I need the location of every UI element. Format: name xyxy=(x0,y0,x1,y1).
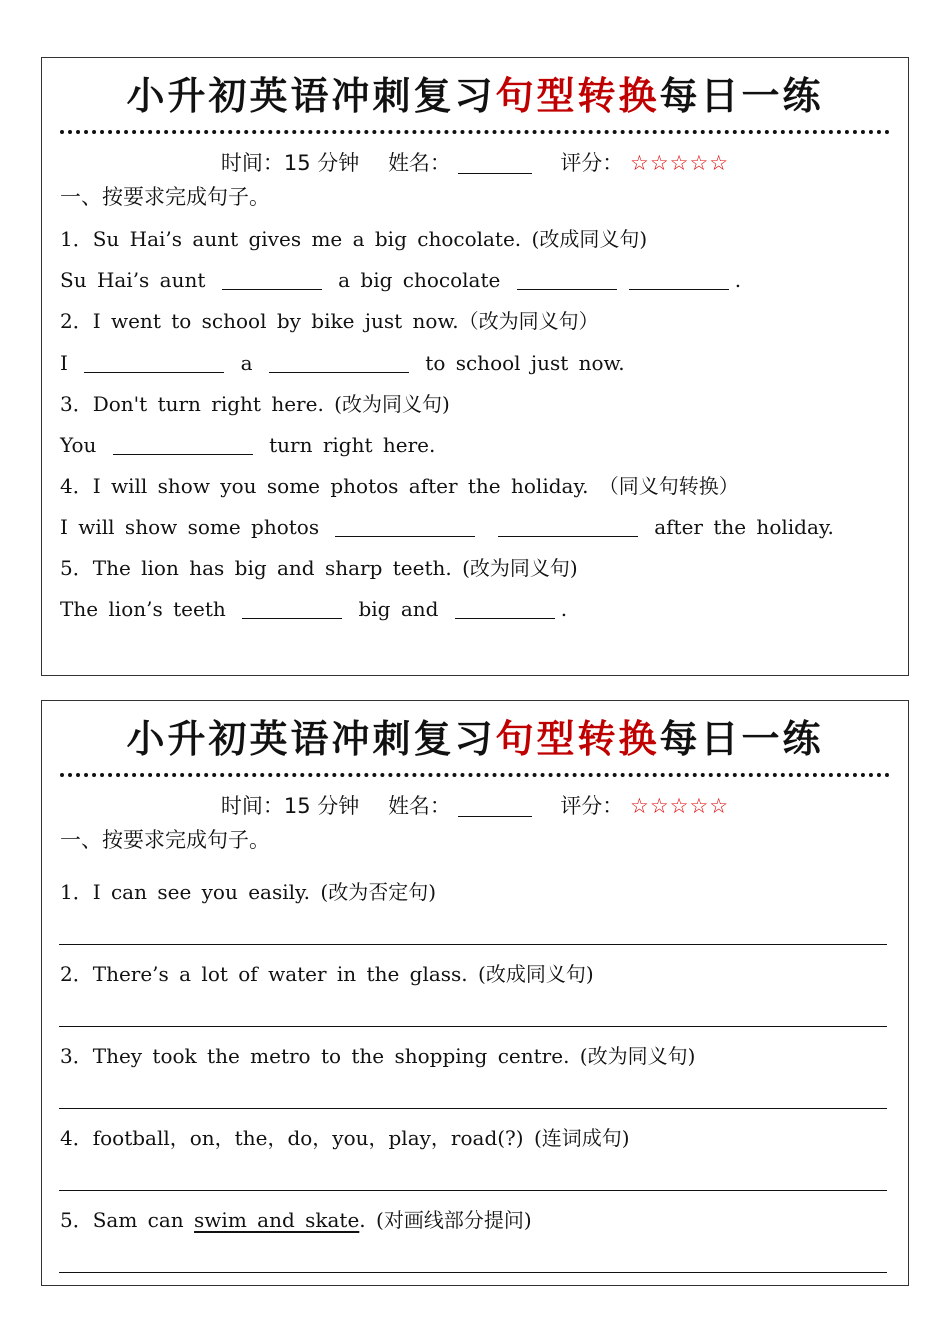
title-highlight: 句型转换 xyxy=(495,717,660,761)
answer-line[interactable] xyxy=(59,1190,887,1191)
answer-row-1: Su Hai’s aunt a big chocolate . xyxy=(60,268,742,292)
time-label: 时间：15 分钟 xyxy=(220,151,360,175)
answer-blank[interactable] xyxy=(84,352,224,373)
star-rating-icon[interactable]: ☆☆☆☆☆ xyxy=(630,151,730,175)
title-highlight: 句型转换 xyxy=(495,74,660,118)
answer-line[interactable] xyxy=(59,944,887,945)
meta-row xyxy=(42,148,908,178)
section-title: 一、按要求完成句子。 xyxy=(60,828,270,852)
score-label: 评分： xyxy=(560,794,624,818)
underlined-phrase: swim and skate xyxy=(194,1208,360,1232)
name-blank[interactable] xyxy=(458,153,532,174)
answer-blank[interactable] xyxy=(629,269,729,290)
answer-line[interactable] xyxy=(59,1108,887,1109)
answer-blank[interactable] xyxy=(269,352,409,373)
answer-row-5: The lion’s teeth big and . xyxy=(60,597,568,621)
worksheet-title: 小升初英语冲刺复习句型转换每日一练 xyxy=(126,717,824,761)
question-1: 1．Su Hai’s aunt gives me a big chocolate. (改成同义句) xyxy=(60,227,648,251)
star-rating-icon[interactable]: ☆☆☆☆☆ xyxy=(630,794,730,818)
worksheet-card-1 xyxy=(41,57,909,676)
dotted-divider xyxy=(60,130,890,134)
question-4: 4．football，on，the，do，you，play，road(?) (连词成句) xyxy=(60,1126,630,1150)
answer-blank[interactable] xyxy=(517,269,617,290)
worksheet-title: 小升初英语冲刺复习句型转换每日一练 xyxy=(126,74,824,118)
dotted-divider xyxy=(60,773,890,777)
answer-row-2: I a to school just now. xyxy=(60,351,625,375)
answer-blank[interactable] xyxy=(335,516,475,537)
answer-line[interactable] xyxy=(59,1026,887,1027)
question-5: 5．The lion has big and sharp teeth. (改为同义句) xyxy=(60,556,578,580)
question-2: 2．I went to school by bike just now.（改为同义句） xyxy=(60,309,599,333)
question-2: 2．There’s a lot of water in the glass. (改成同义句) xyxy=(60,962,594,986)
question-5: 5．Sam can swim and skate. (对画线部分提问) xyxy=(60,1208,532,1232)
question-1: 1．I can see you easily. (改为否定句) xyxy=(60,880,436,904)
question-3: 3．They took the metro to the shopping centre. (改为同义句) xyxy=(60,1044,696,1068)
question-4: 4．I will show you some photos after the holiday. （同义句转换） xyxy=(60,474,739,498)
answer-blank[interactable] xyxy=(242,598,342,619)
question-3: 3．Don't turn right here. (改为同义句) xyxy=(60,392,450,416)
answer-blank[interactable] xyxy=(222,269,322,290)
answer-blank[interactable] xyxy=(113,434,253,455)
answer-row-3: You turn right here. xyxy=(60,433,436,457)
answer-blank[interactable] xyxy=(455,598,555,619)
name-label: 姓名： xyxy=(387,151,451,175)
answer-row-4: I will show some photos after the holiday. xyxy=(60,515,834,539)
name-label: 姓名： xyxy=(387,794,451,818)
worksheet-card-2 xyxy=(41,700,909,1286)
answer-blank[interactable] xyxy=(498,516,638,537)
score-label: 评分： xyxy=(560,151,624,175)
section-title: 一、按要求完成句子。 xyxy=(60,185,270,209)
answer-line[interactable] xyxy=(59,1272,887,1273)
time-label: 时间：15 分钟 xyxy=(220,794,360,818)
name-blank[interactable] xyxy=(458,796,532,817)
meta-row xyxy=(42,791,908,821)
